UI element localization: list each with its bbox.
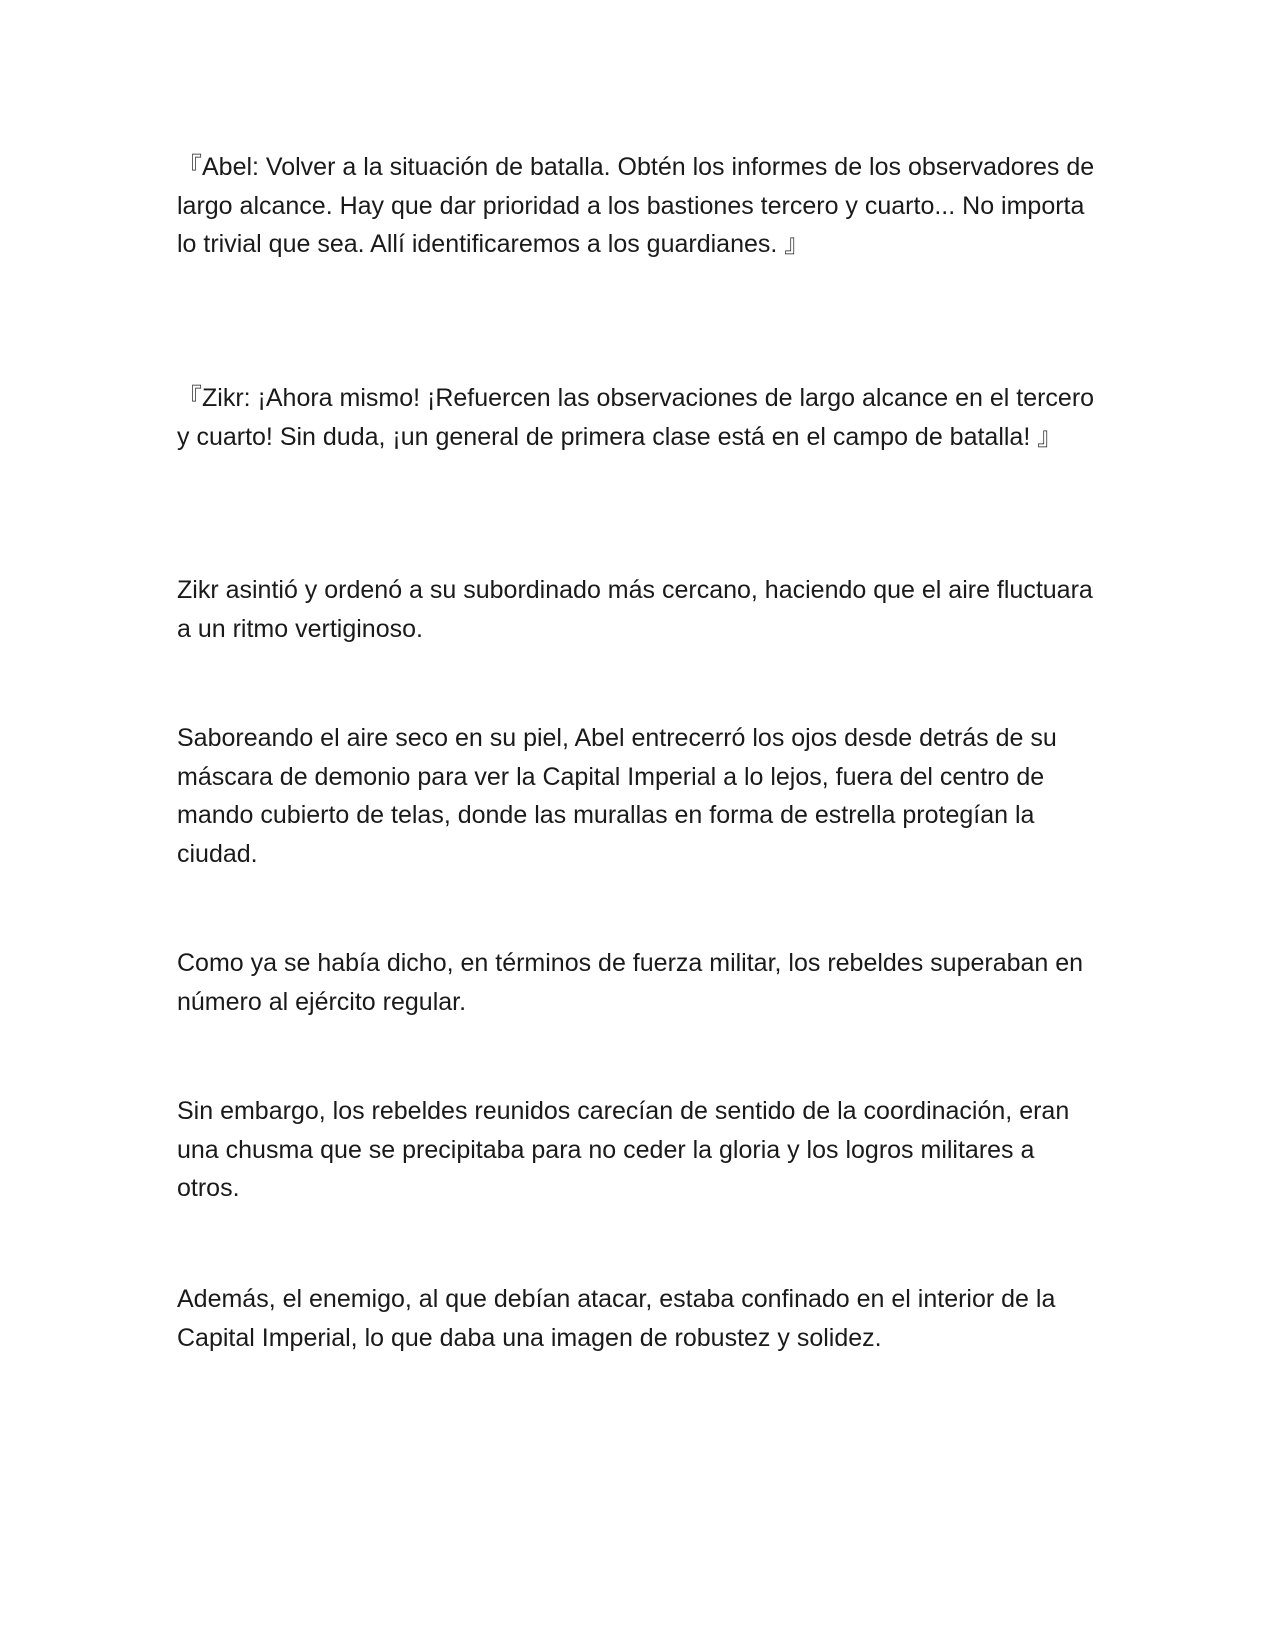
paragraph-zikr-orders: Zikr asintió y ordenó a su subordinado más cercano, haciendo que el aire fluctuara a un ritmo vertiginoso. bbox=[177, 576, 1093, 643]
paragraph-zikr-reply: 『Zikr: ¡Ahora mismo! ¡Refuercen las observaciones de largo alcance en el tercero y cuarto! Sin duda, ¡un general de primera clase está en el campo de batalla! 』 bbox=[177, 384, 1095, 451]
paragraph-enemy-confined: Además, el enemigo, al que debían atacar, estaba confinado en el interior de la Capital Imperial, lo que daba una imagen de robustez y solidez. bbox=[177, 1285, 1056, 1352]
paragraph-abel-order: 『Abel: Volver a la situación de batalla. Obtén los informes de los observadores de largo alcance. Hay que dar prioridad a los bastiones tercero y cuarto... No importa lo trivial que sea. Allí identificaremos a los guardianes. 』 bbox=[177, 153, 1095, 258]
paragraph-military-strength: Como ya se había dicho, en términos de fuerza militar, los rebeldes superaban en número al ejército regular. bbox=[177, 949, 1084, 1016]
paragraph-rebels-coordination: Sin embargo, los rebeldes reunidos carecían de sentido de la coordinación, eran una chusma que se precipitaba para no ceder la gloria y los logros militares a otros. bbox=[177, 1097, 1070, 1202]
paragraph-abel-observes: Saboreando el aire seco en su piel, Abel entrecerró los ojos desde detrás de su máscara de demonio para ver la Capital Imperial a lo lejos, fuera del centro de mando cubierto de telas, donde las murallas en forma de estrella protegían la ciudad. bbox=[177, 724, 1057, 868]
